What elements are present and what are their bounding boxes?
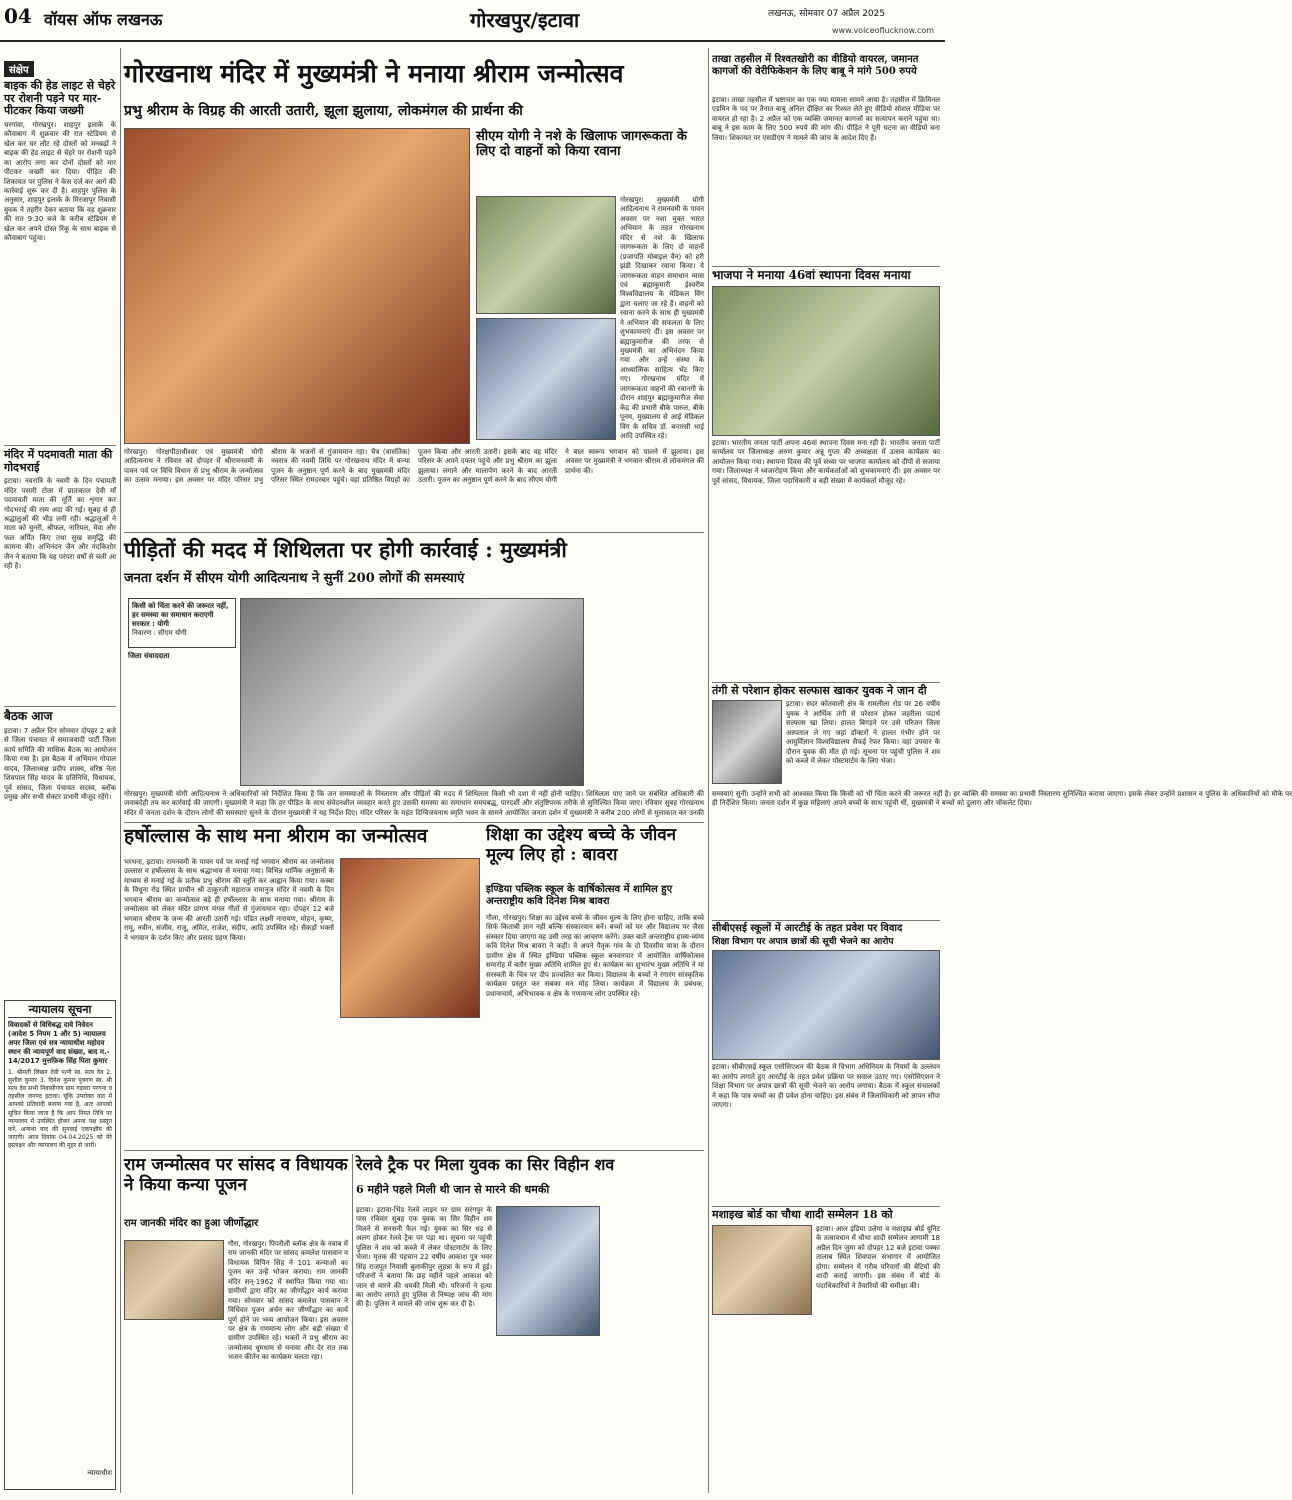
harsh-body: भरथना, इटावा। रामनवमी के पावन पर्व पर मनाई गई भगवान श्रीराम का जन्मोत्सव उल्लास व हर्षोल्लास के साथ श्रद्धाभाव से मनाया गया। विभिन्न धार्मिक अनुष्ठानों के माध्यम से मनाई गई के प्रतीक प्रभु श्रीराम की स्तुति कर आह्वान किया गया। कस्बा के विधूना रोड स्थित प्राचीन श्री ठाकुरजी महाराज रामानुज मंदिर में नवमी के दिन भगवान श्रीराम का जन्मोत्सव बड़े ही हर्षोल्लास के साथ मनाया गया। श्रीराम के जन्मोत्सव को लेकर मंदिर प्रांगण मंगल गीतों से गुंजायमान रहा। दोपहर 12 बजे भगवान श्रीराम के जन्म की आरती उतारी गई। पंडित लक्ष्मी नारायण, मोहन, कृष्ण, रामू, नवीन, संजीव, राजू, अमित, राजेश, संदीप, आदि उपस्थित रहे। सैकड़ों भक्तों ने भगवान के दर्शन किए और प्रसाद ग्रहण किया।	[124, 858, 334, 942]
right-sidebar	[712, 54, 940, 1494]
sidebar-headline-5: मशाइख बोर्ड का चौथा शादी सम्मेलन 18 को	[712, 1206, 940, 1222]
brief-headline-2: मंदिर में पदमावती माता की गोदभराई	[4, 445, 116, 474]
janta-quote-box	[128, 598, 236, 648]
lead-body: गोरखपुर। गोरक्षपीठाधीश्वर एवं मुख्यमंत्री योगी आदित्यनाथ ने रविवार को दोपहर में श्रीरामनवमी के पावन पर्व पर विधि विधान से प्रभु श्रीराम के जन्मोत्सव का उत्सव मनाया। इस अवसर पर मंदिर परिसर प्रभु श्रीराम के भजनों से गुंजायमान रहा। चैत्र (वासंतिक) नवरात्र की नवमी तिथि पर गोरखनाथ मंदिर में कन्या पूजन के अनुष्ठान पूर्ण करने के बाद मुख्यमंत्री मंदिर परिसर स्थित रामदरबार पहुंचे। वहां प्रतिष्ठित विग्रहों का पूजन किया और आरती उतारी। इसके बाद वह मंदिर परिसर के अपने दफ्तर पहुंचे और प्रभु श्रीराम का झूला झुलाया। लगाने और मालार्पण करने के बाद आरती उतारी। पूजन का अनुष्ठान पूर्ण करने के बाद सीएम योगी ने बाल स्वरूप भगवान को पालने में झुलाया। इस अवसर पर मुख्यमंत्री ने भगवान श्रीराम से लोकमंगल की प्रार्थना की।	[124, 448, 704, 485]
brief-column	[4, 58, 116, 898]
masthead	[0, 0, 945, 42]
brief-body-1: चरगांवा, गोरखपुर। शाहपुर इलाके के कौवाबाग में शुक्रवार की रात स्टेडियम से खेल कर घर लौट रहे दोस्तों को मनबढ़ों ने बाइक की हेड लाइट से चेहरे पर रोशनी पड़ने का आरोप लगा कर दोनों दोस्तों को मार पीटकर जख्मी कर दिया। पीड़ित की शिकायत पर पुलिस ने केस दर्ज कर आगे की कार्रवाई शुरू कर दी है। शाहपुर पुलिस के अनुसार, शाहपुर इलाके के मिरजापुर निवासी युवक ने तहरीर देकर बताया कि वह शुक्रवार की रात 9:30 बजे के करीब स्टेडियम से खेल कर अपने दोस्त रिंकू के साथ बाइक से कौवाबाग पहुंचा।	[4, 120, 116, 243]
sidebar-photo-5	[712, 1225, 812, 1315]
notice-subtitle: विवादकों से विधिबद्ध दावे निवेदन (आदेश 5 नियम 1 और 5) न्यायालय अपर जिला एवं सत्र न्यायाधीश महोदय स्थान की न्यायपूर्ण वाद संख्या, बाद म.- 14/2017 मुत्तफ़िक सिंह पिता कुमार	[8, 1020, 110, 1066]
janta-subhead: जनता दर्शन में सीएम योगी आदित्यनाथ ने सुनीं 200 लोगों की समस्याएं	[124, 571, 465, 586]
shiksha-subhead: इण्डिया पब्लिक स्कूल के वार्षिकोत्सव में शामिल हुए अन्तराष्ट्रीय कवि दिनेश मिश्र बावरा	[486, 884, 673, 907]
court-notice	[4, 1000, 116, 1490]
janta-dateline: जिला संवाददाता	[128, 652, 170, 660]
rail-headline: रेलवे ट्रैक पर मिला युवक का सिर विहीन शव	[356, 1155, 615, 1174]
brief-headline-1: बाइक की हेड लाइट से चेहरे पर रोशनी पड़ने पर मार-पीटकर किया जख्मी	[4, 79, 116, 118]
lead-headline: गोरखनाथ मंदिर में मुख्यमंत्री ने मनाया श्रीराम जन्मोत्सव	[124, 59, 624, 88]
sidebar-body-5: इटावा। आल इंडिया उलेमा व मशाइख बोर्ड यूनिट के तत्वावधान में चौथा शादी सम्मेलन आगामी 18 अप्रैल दिन जुमा को दोपहर 12 बजे इटावा पक्का तालाब स्थित शिवपाल सभागार में आयोजित होगा। सम्मेलन में गरीब परिवारों की बेटियों की शादी कराई जाएगी। इस संबंध में बोर्ड के पदाधिकारियों ने तैयारियों की समीक्षा की।	[816, 1224, 940, 1290]
sidebar-headline-4: सीबीएसई स्कूलों में आरटीई के तहत प्रवेश पर विवाद	[712, 920, 940, 935]
website: www.voiceoflucknow.com	[832, 26, 935, 35]
brief-tag: संक्षेप	[4, 61, 34, 77]
notice-body: 1. श्रीमती लिखन देवी पत्नी स्व. सत्य देव 2. सुशील कुमार 3. दिनेश कुमार पुत्रगण स्व. श्री सत्य देव सभी निवासीगण ग्राम गड़वरा परगना व तहसील जनपद इटावा। चूंकि उपरोक्त वाद में आपको प्रतिवादी बनाया गया है, अतः आपको सूचित किया जाता है कि आप नियत तिथि पर न्यायालय में उपस्थित होकर अपना पक्ष प्रस्तुत करें, अन्यथा वाद की सुनवाई एकपक्षीय की जाएगी। आज दिनांक 04.04.2025 को मेरे हस्ताक्षर और न्यायालय की मुहर से जारी।	[8, 1069, 112, 1149]
sidebar-subhead-4: शिक्षा विभाग पर अपात्र छात्रों की सूची भेजने का आरोप	[712, 936, 894, 947]
kanya-photo	[124, 1240, 224, 1320]
sidebar-body-3: इटावा। सदर कोतवाली क्षेत्र के रामलीला रोड पर 26 वर्षीय युवक ने आर्थिक तंगी से परेशान होकर जहरीला पदार्थ सल्फास खा लिया। हालत बिगड़ने पर उसे परिजन जिला अस्पताल ले गए जहां डॉक्टरों ने हालत गंभीर होने पर आयुर्विज्ञान विश्वविद्यालय सैफई रेफर किया। वहां उपचार के दौरान युवक की मौत हो गई। सूचना पर पहुंची पुलिस ने शव को कब्जे में लेकर पोस्टमार्टम के लिए भेजा।	[786, 700, 940, 766]
sidebar-headline-2: भाजपा ने मनाया 46वां स्थापना दिवस मनाया	[712, 266, 940, 283]
sidebar-headline-1: ताखा तहसील में रिश्वतखोरी का वीडियो वायरल, जमानत कागजों की वेरीफिकेशन के लिए बाबू ने मांगे 500 रुपये	[712, 54, 919, 77]
shiksha-body: गौला, गोरखपुर। शिक्षा का उद्देश्य बच्चे के जीवन मूल्य के लिए होना चाहिए, ताकि बच्चे सिर्फ किताबी ज्ञान नहीं बल्कि संस्कारवान बनें। बच्चों को घर और विद्यालय पर जैसा संस्कार दिया जाएगा वह उसी तरह का आचरण करेंगे। उक्त बातें अन्तराष्ट्रीय हास्य-व्यंग्य कवि दिनेश मिश्र बावरा ने कहीं। वे अपने पैतृक गांव के दो दिवसीय यात्रा के दौरान ग्रामीण क्षेत्र में स्थित इण्डिया पब्लिक स्कूल बनवारपार में आयोजित वार्षिकोत्सव समारोह में बतौर मुख्य अतिथि शामिल हुए थे। कार्यक्रम का शुभारंभ मुख्य अतिथि ने मां सरस्वती के चित्र पर दीप प्रज्वलित कर किया। विद्यालय के बच्चों ने रंगारंग सांस्कृतिक कार्यक्रम प्रस्तुत कर सबका मन मोह लिया। कार्यक्रम में विद्यालय के प्रबंधक, प्रधानाचार्य, अभिभावक व क्षेत्र के गणमान्य लोग उपस्थित रहे।	[486, 914, 704, 998]
paper-name: वॉयस ऑफ लखनऊ	[44, 10, 163, 29]
janta-body: गोरखपुर। मुख्यमंत्री योगी आदित्यनाथ ने अधिकारियों को निर्देशित किया है कि जन समस्याओं के निस्तारण और पीड़ितों की मदद में शिथिलता किसी भी दशा में नहीं होनी चाहिए। शिथिलता पाए जाने पर संबंधित अधिकारी की जवाबदेही तय कर कार्रवाई की जाएगी। मुख्यमंत्री ने कहा कि हर पीड़ित के साथ संवेदनशील व्यवहार करते हुए उसकी समस्या का समाधान समयबद्ध, पारदर्शी और संतुष्टिपरक तरीके से सुनिश्चित किया जाए। रविवार सुबह गोरखनाथ मंदिर में जनता दर्शन के दौरान लोगों की समस्याएं सुनने के दौरान मुख्यमंत्री ने यह निर्देश दिए। मंदिर परिसर के महंत दिग्विजयनाथ स्मृति भवन के सामने आयोजित जनता दर्शन में मुख्यमंत्री ने करीब 200 लोगों से मुलाकात कर उनकी समस्याएं सुनीं। उन्होंने सभी को आश्वस्त किया कि किसी को भी चिंता करने की जरूरत नहीं है। हर व्यक्ति की समस्या का प्रभावी निस्तारण सुनिश्चित कराया जाएगा। इसके लेकर उन्होंने प्रशासन व पुलिस के अधिकारियों को मौके पर ही निर्देशित किया। जनता दर्शन में कुछ महिलाएं अपने बच्चों के साथ पहुंची थीं, मुख्यमंत्री ने बच्चों को दुलारा और चॉकलेट दिया।	[124, 790, 1292, 817]
kanya-subhead: राम जानकी मंदिर का हुआ जीर्णोद्धार	[124, 1218, 259, 1229]
brief-body-2: इटावा। नवरात्रि के नवमी के दिन पंचायती मंदिर पसारी टोला में प्रातःकाल देवी माँ पदमावती माता की मूर्ति का शृंगार कर गोदभराई की रस्म अदा की गई। सुबह से ही श्रद्धालुओं की भीड़ लगी रही। श्रद्धालुओं ने माता को चुनरी, श्रीफल, नारियल, मेवा और फल अर्पित किए तथा सुख समृद्धि की कामना की। अभिनंदन जैन और नंदकिशोर जैन ने बताया कि यह परंपरा वर्षों से चली आ रही है।	[4, 477, 116, 571]
kanya-headline: राम जन्मोत्सव पर सांसद व विधायक ने किया कन्या पूजन	[124, 1155, 348, 1195]
janta-quote: किसी को चिंता करने की जरूरत नहीं, हर समस्या का समाधान कराएगी सरकार : योगी	[132, 602, 229, 629]
page-number: 04	[4, 4, 32, 28]
brief-headline-3: बैठक आज	[4, 706, 116, 724]
awareness-photo-1	[476, 196, 616, 314]
shiksha-headline: शिक्षा का उद्देश्य बच्चे के जीवन मूल्य लिए हो : बावरा	[486, 825, 677, 865]
section-title: गोरखपुर/इटावा	[470, 8, 580, 32]
notice-title: न्यायालय सूचना	[8, 1004, 112, 1018]
awareness-body: गोरखपुर। मुख्यमंत्री योगी आदित्यनाथ ने रामनवमी के पावन अवसर पर नशा मुक्त भारत अभियान के तहत गोरखनाथ मंदिर से नशे के खिलाफ जागरूकता के लिए दो वाहनों (प्रजापति मोबाइल वैन) को हरी झंडी दिखाकर रवाना किया। ये जागरूकता वाहन समाधान न्यास एवं ब्रह्माकुमारी ईश्वरीय विश्वविद्यालय के मेडिकल विंग द्वारा चलाए जा रहे हैं। वाहनों को रवाना करने के साथ ही मुख्यमंत्री ने अभियान की सफलता के लिए शुभकामनाएं दीं। इस अवसर पर ब्रह्माकुमारीज की तरफ से मुख्यमंत्री का अभिनंदन किया गया और उन्हें संस्था के आध्यात्मिक साहित्य भेंट किए गए। गोरखनाथ मंदिर में जागरूकता वाहनों की रवानगी के दौरान शाहपुर ब्रह्माकुमारीज सेवा केंद्र की प्रभारी बीके पारुल, बीके पूनम, मुख्यालय से आई मेडिकल विंग के सचिव डॉ. बनारसी भाई आदि उपस्थित रहे।	[620, 196, 704, 440]
sidebar-body-4: इटावा। सीबीएसई स्कूल एसोसिएशन की बैठक में विभाग अधिनियम के नियमों के उल्लंघन का आरोप लगाते हुए आरटीई के तहत प्रवेश प्रक्रिया पर सवाल उठाए गए। एसोसिएशन ने शिक्षा विभाग पर अपात्र छात्रों की सूची भेजने का आरोप लगाया। बैठक में स्कूल संचालकों ने कहा कि पात्र बच्चों का ही प्रवेश होना चाहिए। इस संबंध में जिलाधिकारी को ज्ञापन सौंपा जाएगा।	[712, 1063, 940, 1110]
sidebar-body-1: इटावा। ताखा तहसील में भ्रष्टाचार का एक नया मामला सामने आया है। तहसील में क्रिमिनल एडमिन के पद पर तैनात बाबू अनिल दीक्षित का रिश्वत लेते हुए वीडियो सोशल मीडिया पर वायरल हो रहा है। 2 अप्रैल को एक व्यक्ति जमानत कागजों का सत्यापन कराने पहुंचा था। बाबू ने इस काम के लिए 500 रुपये की मांग की। पीड़ित ने पूरी घटना का वीडियो बना लिया। शिकायत पर एसडीएम ने मामले की जांच के आदेश दिए हैं।	[712, 96, 940, 142]
sidebar-photo-2	[712, 286, 940, 436]
rail-body: इटावा। इटावा-भिंड रेलवे लाइन पर ग्राम सरंगपुर के पास रविवार सुबह एक युवक का सिर विहीन शव मिलने से सनसनी फैल गई। युवक का सिर धड़ से अलग होकर रेलवे ट्रैक पर पड़ा था। सूचना पर पहुंची पुलिस ने शव को कब्जे में लेकर पोस्टमार्टम के लिए भेजा। मृतक की पहचान 22 वर्षीय आकाश पुत्र भवर सिंह राजपूत निवासी बुलाकीपुर लुहन्ना के रूप में हुई। परिजनों ने बताया कि छह महीने पहले आकाश को जान से मारने की धमकी मिली थी। परिजनों ने हत्या का आरोप लगाते हुए पुलिस से निष्पक्ष जांच की मांग की है। पुलिस ने मामले की जांच शुरू कर दी है।	[356, 1206, 492, 1309]
lead-photo	[124, 128, 470, 444]
rail-photo	[496, 1206, 600, 1336]
date-line: लखनऊ, सोमवार 07 अप्रैल 2025	[768, 9, 886, 19]
brief-body-3: इटावा। 7 अप्रैल दिन सोमवार दोपहर 2 बजे से जिला पंचायत में समाजवादी पार्टी जिला कार्य समिति की मासिक बैठक का आयोजन किया गया है। इस बैठक में अभियान गोपाल यादव, जिलाध्यक्ष प्रदीप शाक्य, वरिष्ठ नेता शिवपाल सिंह यादव के प्रतिनिधि, विधायक, पूर्व सांसद, जिला पंचायत सदस्य, ब्लॉक प्रमुख और सभी सेक्टर प्रभारी मौजूद रहेंगे।	[4, 727, 116, 802]
awareness-photo-2	[476, 318, 616, 440]
kanya-body: गौरा, गोरखपुर। पिपरौली ब्लॉक क्षेत्र के नवाब में राम जानकी मंदिर पर सांसद कमलेश पासवान व विधायक विपिन सिंह ने 101 कन्याओं का पूजन कर उन्हें भोजन कराया। राम जानकी मंदिर सन्-1962 में स्थापित किया गया था। ग्रामीणों द्वारा मंदिर का जीर्णोद्धार कार्य कराया गया। सोमवार को सांसद कमलेश पासवान ने विधिवत पूजन अर्चन कर जीर्णोद्धार का कार्य पूर्ण होने पर भव्य आयोजन किया। इस अवसर पर क्षेत्र के गणमान्य लोग और बड़ी संख्या में ग्रामीण उपस्थित रहे। भक्तों ने प्रभु श्रीराम का जन्मोत्सव धूमधाम से मनाया और देर रात तक भजन कीर्तन का कार्यक्रम चलता रहा।	[228, 1240, 349, 1362]
sidebar-photo-3	[712, 700, 782, 784]
lead-subhead: प्रभु श्रीराम के विग्रह की आरती उतारी, झूला झुलाया, लोकमंगल की प्रार्थना की	[124, 103, 523, 119]
harsh-photo	[340, 858, 480, 1018]
notice-signature: न्यायाधीश	[87, 1469, 112, 1478]
sidebar-headline-3: तंगी से परेशान होकर सल्फास खाकर युवक ने जान दी	[712, 682, 940, 698]
janta-photo	[240, 598, 584, 786]
sidebar-body-2: इटावा। भारतीय जनता पार्टी अपना 46वां स्थापना दिवस मना रही है। भारतीय जनता पार्टी कार्यालय पर जिलाध्यक्ष अरुण कुमार अन्नू गुप्ता की अध्यक्षता में उत्सव कार्यक्रम का आयोजन किया गया। स्थापना दिवस की पूर्व संध्या पर भाजपा कार्यालय को दीपों से सजाया गया। जिलाध्यक्ष ने ध्वजारोहण किया और कार्यकर्ताओं को शुभकामनाएं दीं। इस अवसर पर पूर्व सांसद, विधायक, जिला पदाधिकारी व बड़ी संख्या में कार्यकर्ता मौजूद रहे।	[712, 438, 940, 485]
rail-subhead: 6 महीने पहले मिली थी जान से मारने की धमकी	[356, 1183, 550, 1196]
sidebar-photo-4	[712, 950, 940, 1060]
janta-headline: पीड़ितों की मदद में शिथिलता पर होगी कार्रवाई : मुख्यमंत्री	[124, 537, 567, 562]
janta-quote-by: निवारण : सीएम योगी	[132, 629, 187, 638]
harsh-headline: हर्षोल्लास के साथ मना श्रीराम का जन्मोत्सव	[124, 825, 428, 847]
awareness-headline: सीएम योगी ने नशे के खिलाफ जागरूकता के लिए दो वाहनों को किया रवाना	[476, 129, 688, 159]
